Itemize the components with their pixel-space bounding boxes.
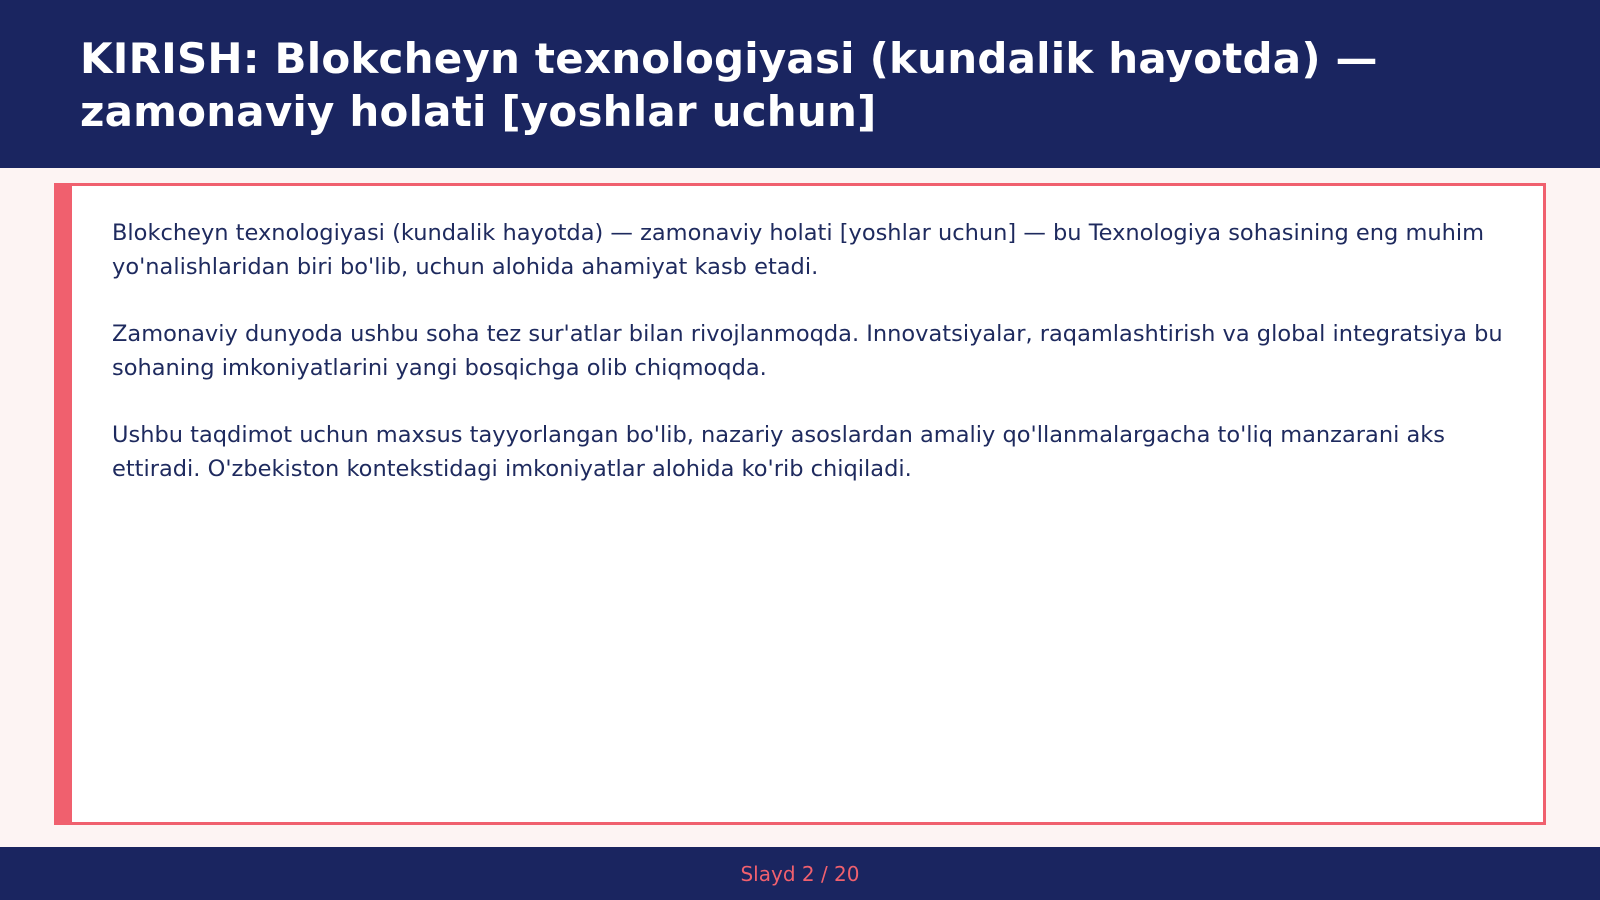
slide-title: KIRISH: Blokcheyn texnologiyasi (kundalik hayotda) — zamonaviy holati [yoshlar uchun]: [80, 34, 1378, 136]
slide-counter: Slayd 2 / 20: [740, 861, 860, 886]
intro-paragraph: Blokcheyn texnologiyasi (kundalik hayotda) — zamonaviy holati [yoshlar uchun] — bu Texnologiya sohasining eng muhim yo'nalishlaridan biri bo'lib, uchun alohida ahamiyat kasb etadi.: [112, 220, 1485, 280]
content-card: [54, 183, 1546, 825]
development-paragraph: Zamonaviy dunyoda ushbu soha tez sur'atlar bilan rivojlanmoqda. Innovatsiyalar, raqamlashtirish va global integratsiya bu sohaning imkoniyatlarini yangi bosqichga olib chiqmoqda.: [112, 321, 1503, 381]
slide-header: [0, 0, 1600, 168]
slide-footer: [0, 847, 1600, 900]
presentation-paragraph: Ushbu taqdimot uchun maxsus tayyorlangan bo'lib, nazariy asoslardan amaliy qo'llanmalargacha to'liq manzarani aks ettiradi. O'zbekiston kontekstidagi imkoniyatlar alohida ko'rib chiqiladi.: [112, 422, 1446, 482]
